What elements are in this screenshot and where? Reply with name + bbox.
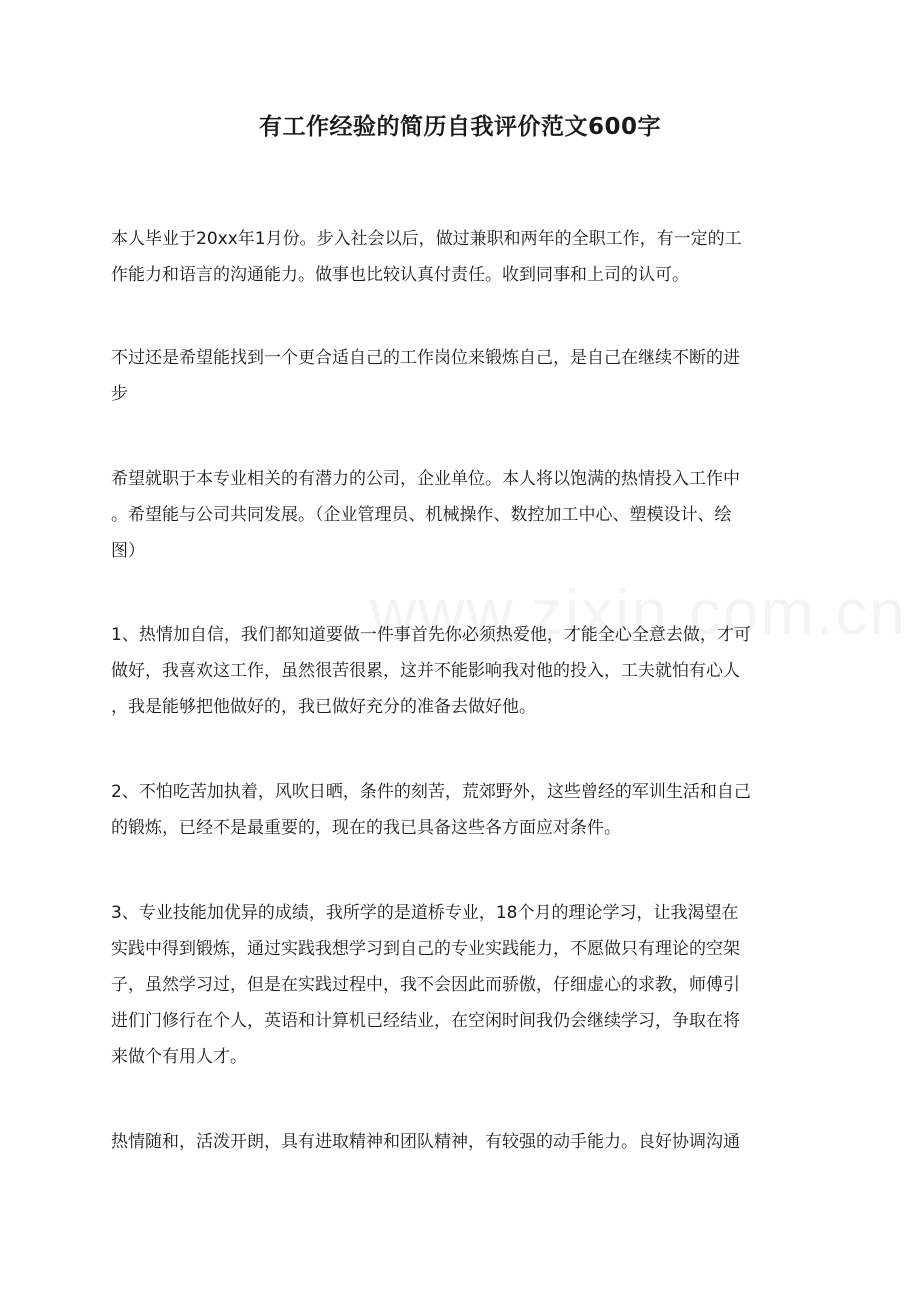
paragraph-line: 不过还是希望能找到一个更合适自己的工作岗位来锻炼自己，是自己在继续不断的进: [111, 348, 740, 368]
paragraph-line: 的锻炼，已经不是最重要的，现在的我已具备这些各方面应对条件。: [111, 818, 621, 838]
paragraph-line: 热情随和，活泼开朗，具有进取精神和团队精神，有较强的动手能力。良好协调沟通: [111, 1132, 740, 1152]
document-title: 有工作经验的简历自我评价范文600字: [258, 114, 661, 140]
paragraph-line: 图）: [111, 541, 145, 561]
paragraph-line: 做好，我喜欢这工作，虽然很苦很累，这并不能影响我对他的投入，工夫就怕有心人: [111, 661, 740, 681]
paragraph-line: 本人毕业于20xx年1月份。步入社会以后，做过兼职和两年的全职工作，有一定的工: [111, 229, 742, 249]
paragraph-line: 。希望能与公司共同发展。（企业管理员、机械操作、数控加工中心、塑模设计、绘: [111, 505, 732, 525]
paragraph-line: 1、热情加自信，我们都知道要做一件事首先你必须热爱他，才能全心全意去做，才可: [111, 625, 751, 645]
paragraph-point-2: [111, 774, 811, 846]
paragraph-line: 步: [111, 384, 128, 404]
paragraph-line: 作能力和语言的沟通能力。做事也比较认真付责任。收到同事和上司的认可。: [111, 265, 689, 285]
paragraph-line: ，我是能够把他做好的，我已做好充分的准备去做好他。: [111, 697, 536, 717]
paragraph-point-3: [111, 895, 811, 1075]
paragraph-line: 2、不怕吃苦加执着，风吹日晒，条件的刻苦，荒郊野外，这些曾经的军训生活和自己: [111, 782, 751, 802]
paragraph-line: 希望就职于本专业相关的有潜力的公司，企业单位。本人将以饱满的热情投入工作中: [111, 469, 740, 489]
paragraph-intro: [111, 221, 811, 293]
paragraph-hope: [111, 340, 811, 412]
paragraph-line: 3、专业技能加优异的成绩，我所学的是道桥专业，18个月的理论学习，让我渴望在: [111, 903, 739, 923]
paragraph-personality: [111, 1124, 811, 1160]
paragraph-line: 实践中得到锻炼，通过实践我想学习到自己的专业实践能力，不愿做只有理论的空架: [111, 939, 740, 959]
paragraph-target: [111, 461, 811, 569]
paragraph-point-1: [111, 617, 811, 725]
paragraph-line: 子，虽然学习过，但是在实践过程中，我不会因此而骄傲，仔细虚心的求教，师傅引: [111, 975, 740, 995]
paragraph-line: 来做个有用人才。: [111, 1047, 247, 1067]
paragraph-line: 进们门修行在个人，英语和计算机已经结业，在空闲时间我仍会继续学习，争取在将: [111, 1011, 740, 1031]
